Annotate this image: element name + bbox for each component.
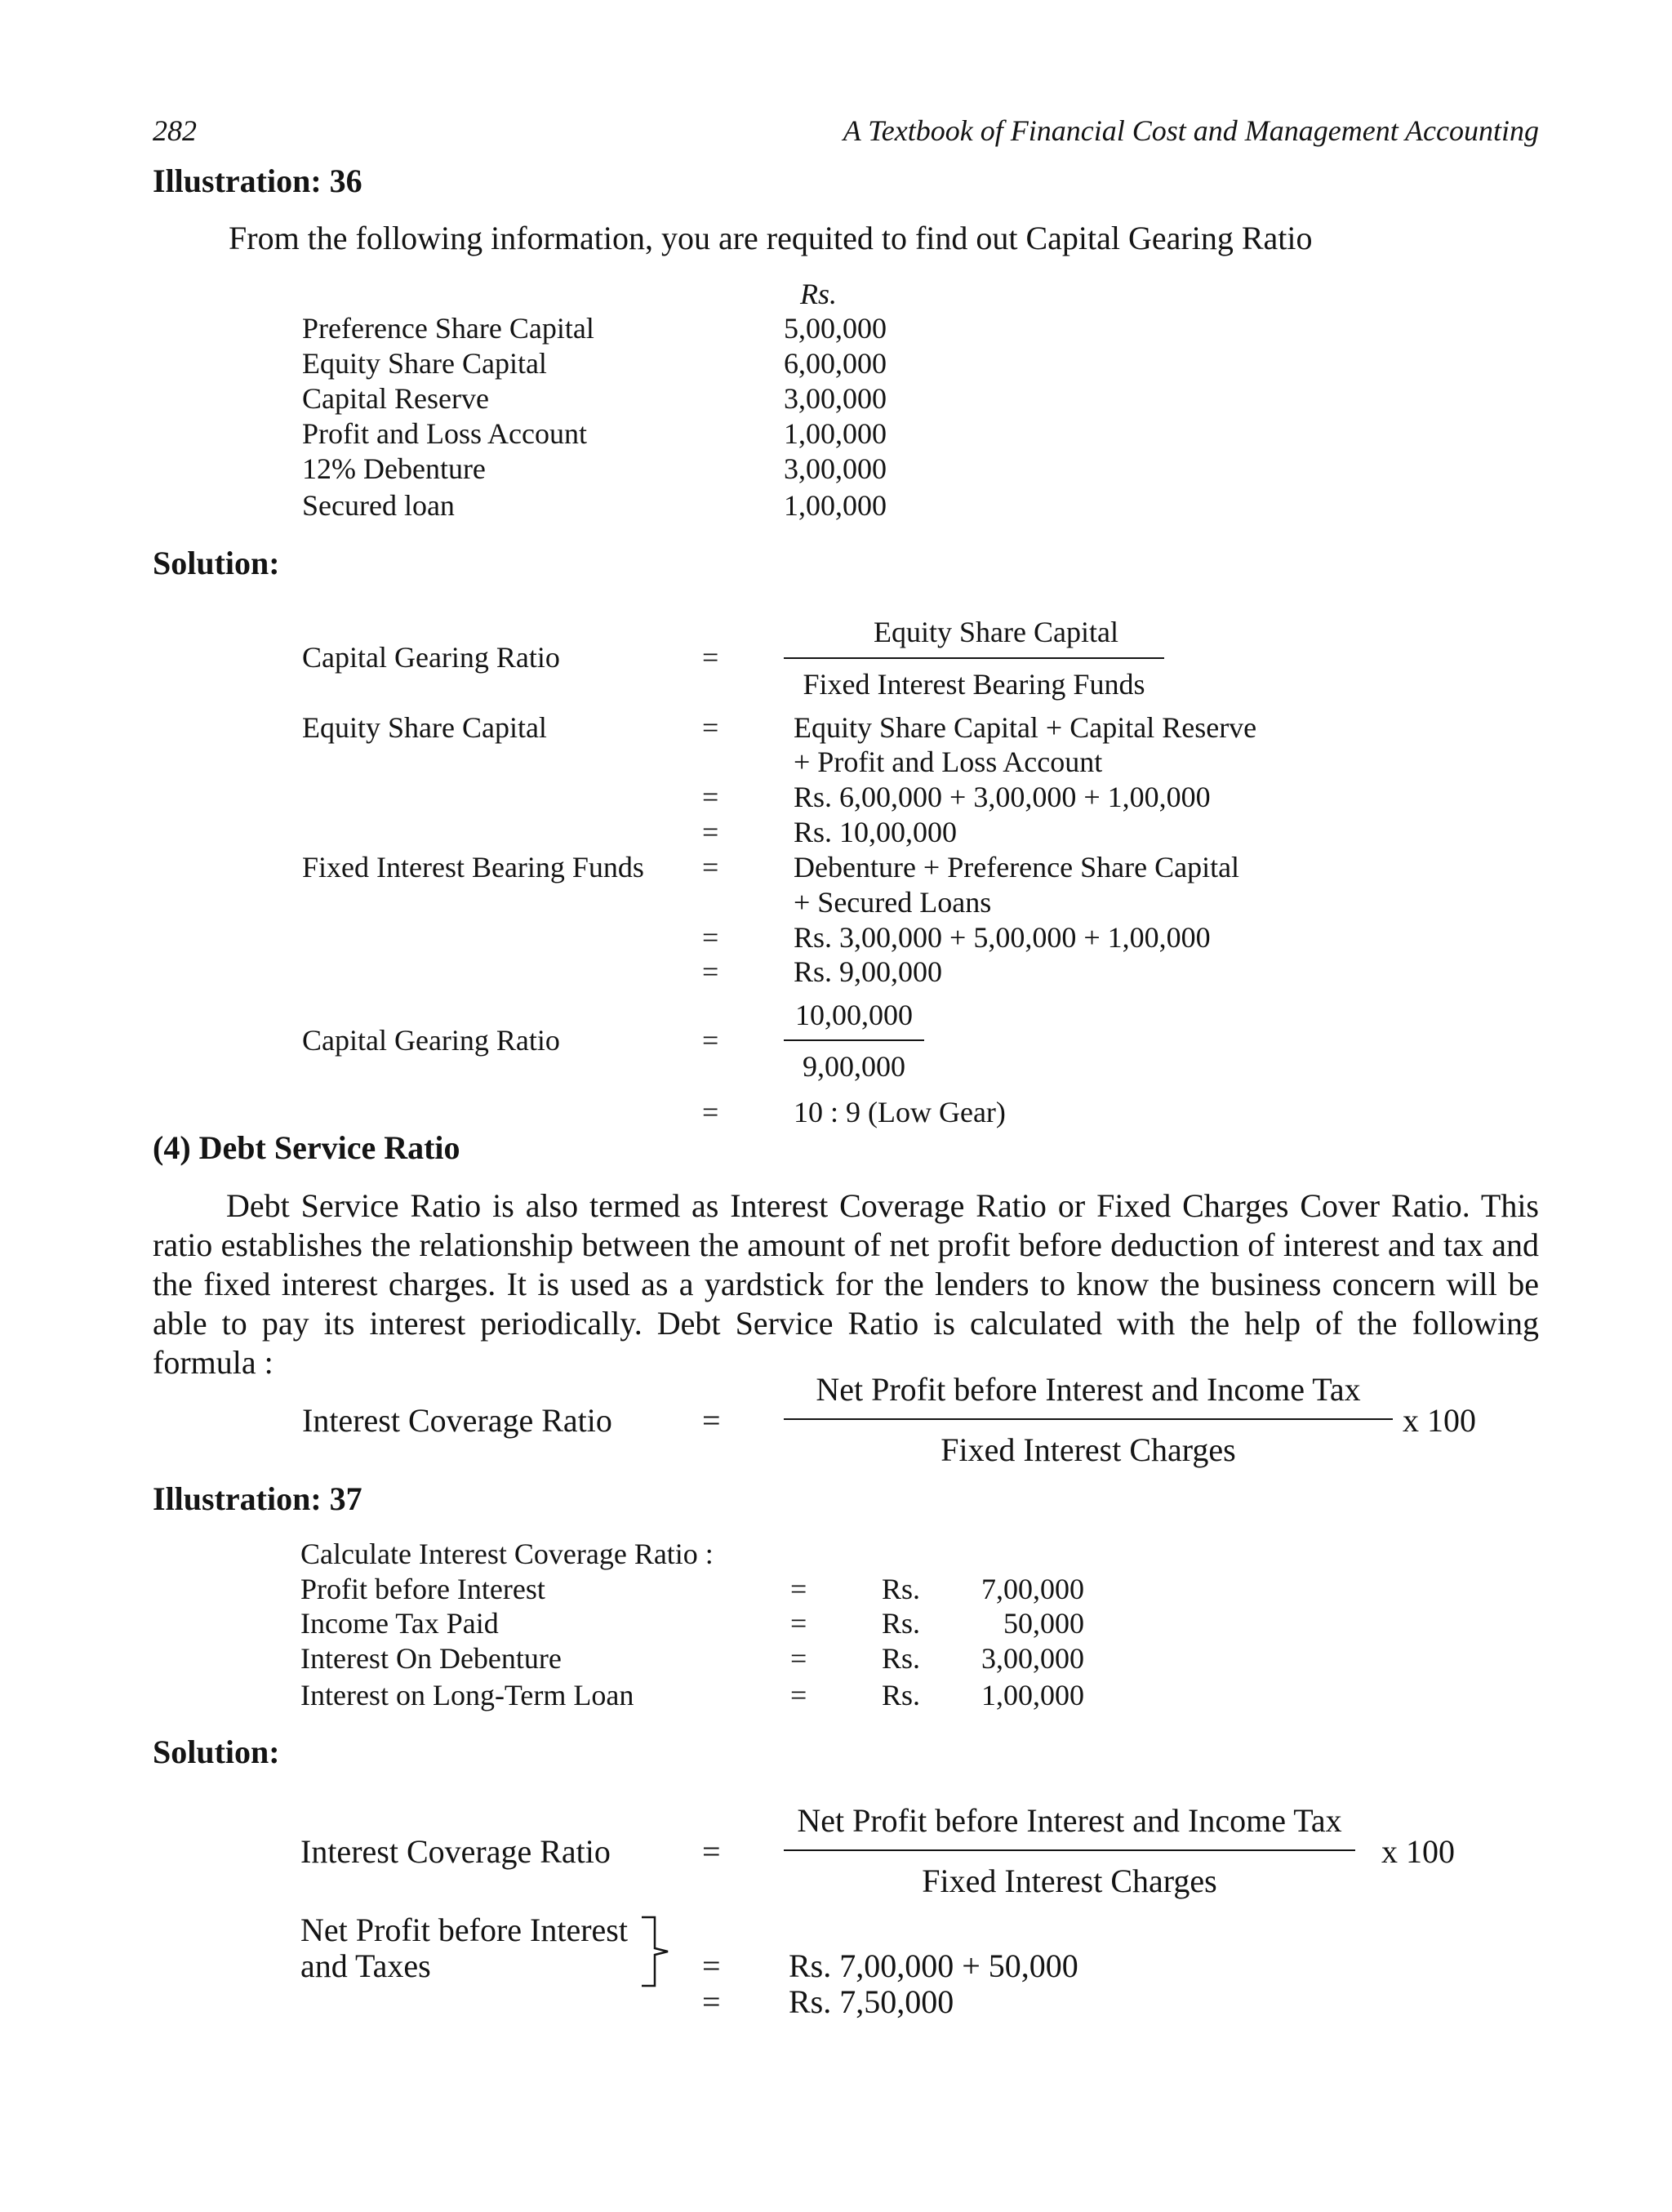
- item-label: 12% Debenture: [302, 452, 486, 485]
- fraction-bar: [784, 1418, 1393, 1420]
- equals-sign: =: [702, 1833, 721, 1870]
- fraction-bar: [784, 1039, 924, 1041]
- item-currency: Rs.: [882, 1679, 921, 1711]
- esc-line: Equity Share Capital + Capital Reserve: [794, 711, 1257, 744]
- paragraph-text: Debt Service Ratio is also termed as Interest Coverage Ratio or Fixed Charges Cover Ratio. This ratio establishes the relationship between the amount of net profit before deduction of interest and tax and the fixed interest charges. It is used as a yardstick for the lenders to know the business concern will be able to pay its interest periodically. Debt Service Ratio is calculated with the help of the following formula :: [153, 1187, 1539, 1381]
- currency-header: Rs.: [800, 278, 837, 310]
- formula-denominator: Fixed Interest Charges: [940, 1431, 1236, 1468]
- equals-sign: =: [702, 641, 719, 674]
- item-label: Interest On Debenture: [300, 1642, 562, 1675]
- equals-sign: =: [790, 1607, 807, 1640]
- fibf-line: Rs. 3,00,000 + 5,00,000 + 1,00,000: [794, 921, 1211, 954]
- debt-service-paragraph: [153, 1186, 1539, 1382]
- illustration-36-heading: Illustration: 36: [153, 162, 362, 199]
- np-value-line: Rs. 7,00,000 + 50,000: [789, 1947, 1078, 1984]
- esc-line: Rs. 6,00,000 + 3,00,000 + 1,00,000: [794, 781, 1211, 813]
- item-amount: 3,00,000: [784, 382, 887, 415]
- item-currency: Rs.: [882, 1607, 921, 1640]
- item-amount: 1,00,000: [784, 489, 887, 522]
- equals-sign: =: [702, 816, 719, 848]
- item-label: Income Tax Paid: [300, 1607, 499, 1640]
- page-number: 282: [153, 114, 197, 147]
- cgr2-label: Capital Gearing Ratio: [302, 1024, 560, 1057]
- equals-sign: =: [702, 851, 719, 883]
- item-label: Preference Share Capital: [302, 312, 594, 345]
- fibf-line: Debenture + Preference Share Capital: [794, 851, 1240, 883]
- solution-36-heading: Solution:: [153, 545, 280, 581]
- cgr2-denominator: 9,00,000: [803, 1050, 905, 1083]
- equals-sign: =: [702, 1096, 719, 1128]
- fraction-bar: [784, 1849, 1355, 1851]
- illustration-37-instruction: Calculate Interest Coverage Ratio :: [300, 1538, 714, 1570]
- item-label: Equity Share Capital: [302, 347, 547, 380]
- formula-multiplier: x 100: [1403, 1402, 1476, 1439]
- item-amount: 1,00,000: [784, 417, 887, 450]
- equals-sign: =: [702, 955, 719, 988]
- item-amount: 3,00,000: [784, 452, 887, 485]
- equals-sign: =: [702, 1402, 721, 1439]
- item-label: Profit and Loss Account: [302, 417, 587, 450]
- icr-multiplier: x 100: [1381, 1833, 1455, 1870]
- item-amount: 1,00,000: [981, 1679, 1084, 1711]
- item-amount: 50,000: [1003, 1607, 1084, 1640]
- item-amount: 3,00,000: [981, 1642, 1084, 1675]
- fibf-line: Rs. 9,00,000: [794, 955, 943, 988]
- item-label: Profit before Interest: [300, 1573, 545, 1605]
- cgr-numerator: Equity Share Capital: [874, 616, 1118, 648]
- cgr-result: 10 : 9 (Low Gear): [794, 1096, 1006, 1128]
- np-label-line: and Taxes: [300, 1947, 431, 1984]
- item-label: Capital Reserve: [302, 382, 489, 415]
- esc-line: + Profit and Loss Account: [794, 745, 1103, 778]
- icr-denominator: Fixed Interest Charges: [922, 1863, 1217, 1899]
- right-brace-icon: [638, 1912, 674, 1991]
- formula-label: Interest Coverage Ratio: [302, 1402, 612, 1439]
- section-heading-debt-service-ratio: (4) Debt Service Ratio: [153, 1129, 460, 1166]
- running-title: A Textbook of Financial Cost and Management Accounting: [843, 114, 1539, 147]
- equals-sign: =: [790, 1573, 807, 1605]
- equals-sign: =: [702, 711, 719, 744]
- fibf-label: Fixed Interest Bearing Funds: [302, 851, 644, 883]
- item-label: Interest on Long-Term Loan: [300, 1679, 634, 1711]
- cgr-label: Capital Gearing Ratio: [302, 641, 560, 674]
- cgr2-numerator: 10,00,000: [795, 999, 913, 1031]
- item-amount: 6,00,000: [784, 347, 887, 380]
- np-label-line: Net Profit before Interest: [300, 1912, 628, 1948]
- item-amount: 7,00,000: [981, 1573, 1084, 1605]
- icr-numerator: Net Profit before Interest and Income Tax: [797, 1802, 1342, 1839]
- illustration-36-intro: From the following information, you are requited to find out Capital Gearing Ratio: [229, 220, 1313, 256]
- esc-label: Equity Share Capital: [302, 711, 547, 744]
- equals-sign: =: [702, 1024, 719, 1057]
- icr-label: Interest Coverage Ratio: [300, 1833, 611, 1870]
- fraction-bar: [784, 657, 1164, 659]
- fibf-line: + Secured Loans: [794, 886, 992, 919]
- item-label: Secured loan: [302, 489, 455, 522]
- np-value-line: Rs. 7,50,000: [789, 1983, 954, 2020]
- esc-line: Rs. 10,00,000: [794, 816, 958, 848]
- equals-sign: =: [790, 1679, 807, 1711]
- equals-sign: =: [790, 1642, 807, 1675]
- formula-numerator: Net Profit before Interest and Income Tax: [816, 1371, 1361, 1408]
- equals-sign: =: [702, 1947, 721, 1984]
- equals-sign: =: [702, 921, 719, 954]
- solution-37-heading: Solution:: [153, 1734, 280, 1770]
- item-currency: Rs.: [882, 1573, 921, 1605]
- item-currency: Rs.: [882, 1642, 921, 1675]
- equals-sign: =: [702, 1983, 721, 2020]
- cgr-denominator: Fixed Interest Bearing Funds: [803, 668, 1145, 701]
- illustration-37-heading: Illustration: 37: [153, 1480, 362, 1517]
- equals-sign: =: [702, 781, 719, 813]
- item-amount: 5,00,000: [784, 312, 887, 345]
